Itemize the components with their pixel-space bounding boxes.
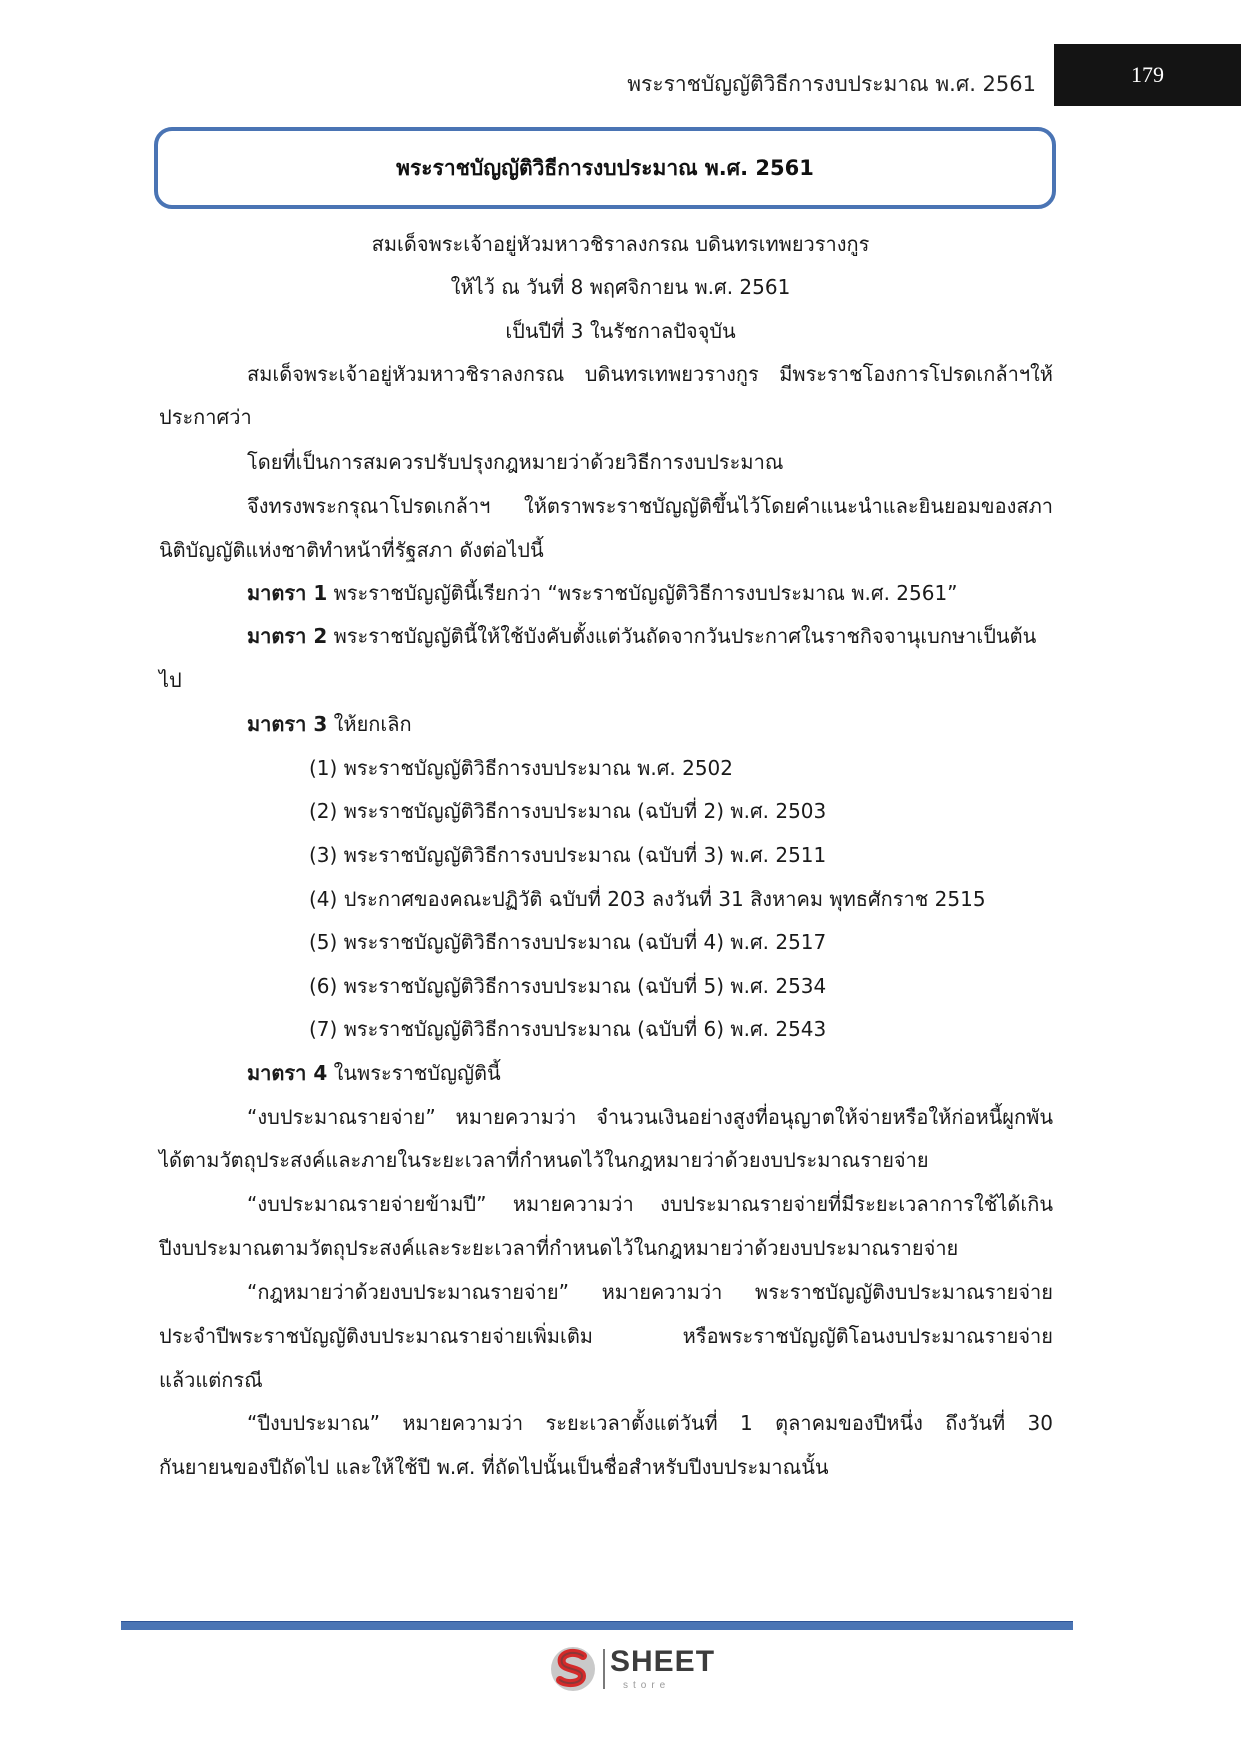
repeal-item: (5) พระราชบัญญัติวิธีการงบประมาณ (ฉบับที่ 4) พ.ศ. 2517 [309, 930, 827, 954]
section-1-label: มาตรา 1 [247, 581, 328, 605]
page-number: 179 [1131, 62, 1164, 87]
document-title-box [154, 127, 1056, 209]
repeal-item: (1) พระราชบัญญัติวิธีการงบประมาณ พ.ศ. 2502 [309, 756, 734, 780]
paragraph-proclamation: สมเด็จพระเจ้าอยู่หัวมหาวชิราลงกรณ บดินทรเทพยวรางกูร มีพระราชโองการโปรดเกล้าฯให้ [247, 362, 1053, 386]
paragraph-proclamation-cont: ประกาศว่า [159, 405, 252, 429]
repeal-item: (2) พระราชบัญญัติวิธีการงบประมาณ (ฉบับที่ 2) พ.ศ. 2503 [309, 799, 827, 823]
running-header-title: พระราชบัญญัติวิธีการงบประมาณ พ.ศ. 2561 [627, 72, 1036, 96]
section-3-label: มาตรา 3 [247, 712, 328, 736]
preamble-reign: เป็นปีที่ 3 ในรัชกาลปัจจุบัน [505, 319, 736, 343]
definition-budget-law-cont2: แล้วแต่กรณี [159, 1368, 263, 1392]
section-4-label: มาตรา 4 [247, 1061, 328, 1085]
section-2-cont: ไป [159, 668, 182, 692]
repeal-item: (3) พระราชบัญญัติวิธีการงบประมาณ (ฉบับที่ 3) พ.ศ. 2511 [309, 843, 827, 867]
repeal-item: (4) ประกาศของคณะปฏิวัติ ฉบับที่ 203 ลงวันที่ 31 สิงหาคม พุทธศักราช 2515 [309, 887, 986, 911]
sheet-store-logo [549, 1643, 719, 1695]
definition-fiscal-year-cont: กันยายนของปีถัดไป และให้ใช้ปี พ.ศ. ที่ถัดไปนั้นเป็นชื่อสำหรับปีงบประมาณนั้น [159, 1455, 829, 1479]
section-2 [247, 620, 1036, 652]
section-1-text: พระราชบัญญัตินี้เรียกว่า “พระราชบัญญัติวิธีการงบประมาณ พ.ศ. 2561” [327, 581, 958, 605]
preamble-date: ให้ไว้ ณ วันที่ 8 พฤศจิกายน พ.ศ. 2561 [450, 275, 791, 299]
repeal-item: (6) พระราชบัญญัติวิธีการงบประมาณ (ฉบับที่ 5) พ.ศ. 2534 [309, 974, 827, 998]
definition-multiyear-budget-cont: ปีงบประมาณตามวัตถุประสงค์และระยะเวลาที่กำหนดไว้ในกฎหมายว่าด้วยงบประมาณรายจ่าย [159, 1236, 959, 1260]
section-2-label: มาตรา 2 [247, 624, 328, 648]
definition-fiscal-year: “ปีงบประมาณ” หมายความว่า ระยะเวลาตั้งแต่วันที่ 1 ตุลาคมของปีหนึ่ง ถึงวันที่ 30 [247, 1411, 1053, 1435]
section-1 [247, 577, 958, 609]
definition-budget-expenditure-cont: ได้ตามวัตถุประสงค์และภายในระยะเวลาที่กำหนดไว้ในกฎหมายว่าด้วยงบประมาณรายจ่าย [159, 1148, 929, 1172]
repeal-item: (7) พระราชบัญญัติวิธีการงบประมาณ (ฉบับที่ 6) พ.ศ. 2543 [309, 1017, 827, 1041]
page-number-box [1054, 44, 1241, 106]
section-4-text: ในพระราชบัญญัตินี้ [327, 1061, 501, 1085]
paragraph-enactment-cont: นิติบัญญัติแห่งชาติทำหน้าที่รัฐสภา ดังต่อไปนี้ [159, 538, 544, 562]
paragraph-enactment: จึงทรงพระกรุณาโปรดเกล้าฯ ให้ตราพระราชบัญญัติขึ้นไว้โดยคำแนะนำและยินยอมของสภา [247, 494, 1053, 518]
definition-budget-law: “กฎหมายว่าด้วยงบประมาณรายจ่าย” หมายความว่า พระราชบัญญัติงบประมาณรายจ่าย [247, 1280, 1053, 1304]
footer-rule [121, 1621, 1073, 1630]
paragraph-reason: โดยที่เป็นการสมควรปรับปรุงกฎหมายว่าด้วยวิธีการงบประมาณ [247, 450, 784, 474]
definition-budget-expenditure: “งบประมาณรายจ่าย” หมายความว่า จำนวนเงินอย่างสูงที่อนุญาตให้จ่ายหรือให้ก่อหนี้ผูกพัน [247, 1105, 1053, 1129]
logo-text: SHEET [610, 1645, 716, 1678]
section-3 [247, 708, 412, 740]
document-title: พระราชบัญญัติวิธีการงบประมาณ พ.ศ. 2561 [396, 155, 814, 180]
definition-budget-law-cont: ประจำปีพระราชบัญญัติงบประมาณรายจ่ายเพิ่มเติม หรือพระราชบัญญัติโอนงบประมาณรายจ่าย [159, 1324, 1053, 1348]
logo-subtext: store [623, 1680, 671, 1691]
preamble-king: สมเด็จพระเจ้าอยู่หัวมหาวชิราลงกรณ บดินทรเทพยวรางกูร [371, 232, 870, 256]
logo-divider [603, 1649, 605, 1689]
logo-s-mark-icon [549, 1643, 601, 1695]
section-3-text: ให้ยกเลิก [327, 712, 412, 736]
section-2-text: พระราชบัญญัตินี้ให้ใช้บังคับตั้งแต่วันถัดจากวันประกาศในราชกิจจานุเบกษาเป็นต้น [327, 624, 1037, 648]
definition-multiyear-budget: “งบประมาณรายจ่ายข้ามปี” หมายความว่า งบประมาณรายจ่ายที่มีระยะเวลาการใช้ได้เกิน [247, 1192, 1053, 1216]
section-4 [247, 1057, 501, 1089]
